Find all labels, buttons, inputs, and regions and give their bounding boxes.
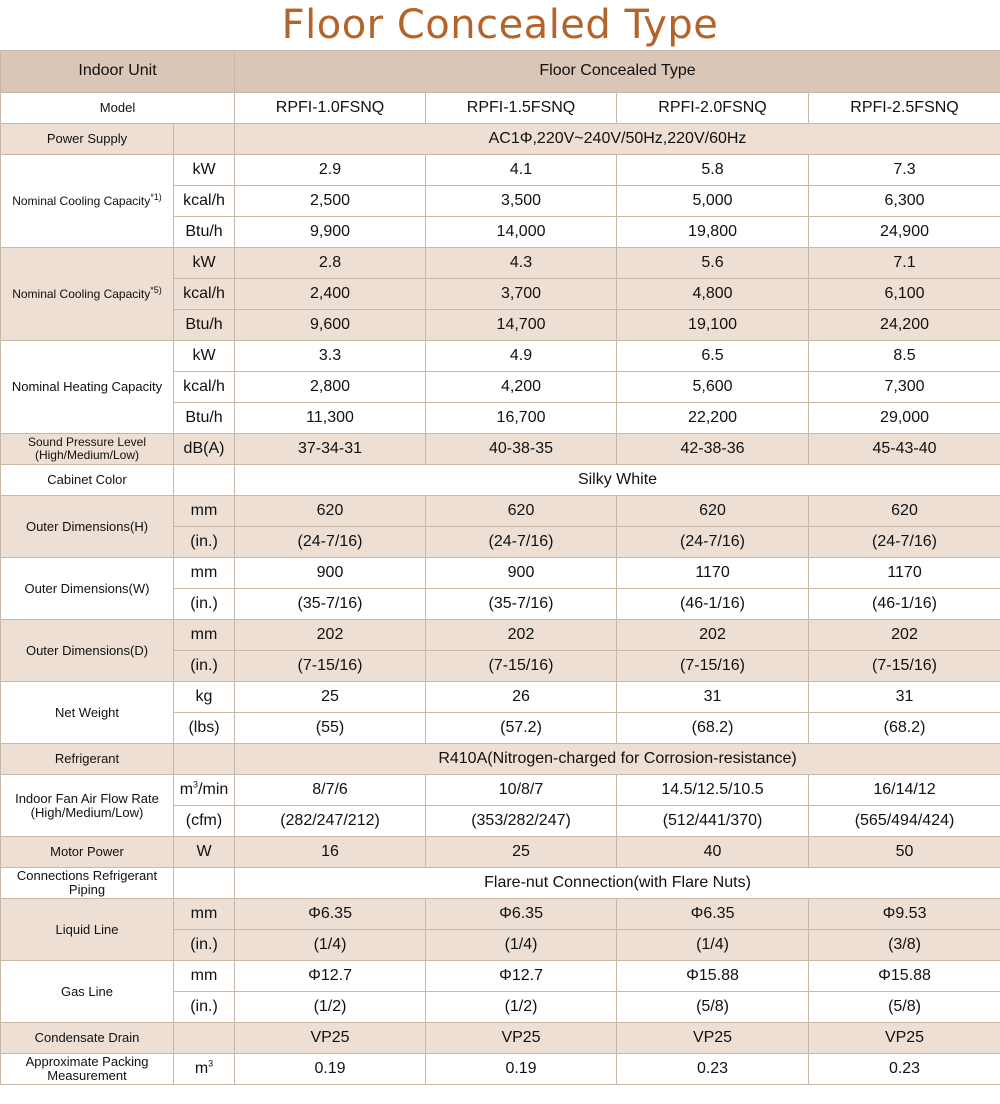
- value-cell: 8.5: [809, 341, 1000, 372]
- gas-row: [1, 961, 1000, 992]
- unit-cell: W: [174, 837, 235, 868]
- value-cell: 900: [235, 558, 426, 589]
- value-cell: 202: [235, 620, 426, 651]
- model-cell: RPFI-2.0FSNQ: [617, 93, 809, 124]
- value-cell: 25: [235, 682, 426, 713]
- value-cell: 202: [809, 620, 1000, 651]
- value-cell: (24-7/16): [235, 527, 426, 558]
- value-cell: 37-34-31: [235, 434, 426, 465]
- value-cell: Φ12.7: [235, 961, 426, 992]
- unit-cell: kcal/h: [174, 372, 235, 403]
- value-cell: 1170: [809, 558, 1000, 589]
- value-cell: (55): [235, 713, 426, 744]
- value-cell: 3,500: [426, 186, 617, 217]
- value-cell: (1/2): [426, 992, 617, 1023]
- value-cell: (3/8): [809, 930, 1000, 961]
- value-cell: VP25: [809, 1023, 1000, 1054]
- unit-cell: (in.): [174, 930, 235, 961]
- dim-h-label: Outer Dimensions(H): [1, 496, 174, 558]
- model-cell: RPFI-2.5FSNQ: [809, 93, 1000, 124]
- value-cell: 31: [617, 682, 809, 713]
- packing-label: Approximate Packing Measurement: [1, 1054, 174, 1085]
- value-cell: 16: [235, 837, 426, 868]
- value-cell: 2.9: [235, 155, 426, 186]
- value-cell: Φ9.53: [809, 899, 1000, 930]
- airflow-row: [1, 775, 1000, 806]
- value-cell: (68.2): [617, 713, 809, 744]
- unit-cell: Btu/h: [174, 217, 235, 248]
- value-cell: 1170: [617, 558, 809, 589]
- value-cell: 2,400: [235, 279, 426, 310]
- gas-label: Gas Line: [1, 961, 174, 1023]
- value-cell: 7.3: [809, 155, 1000, 186]
- condensate-label: Condensate Drain: [1, 1023, 174, 1054]
- value-cell: (7-15/16): [235, 651, 426, 682]
- connections-label: Connections Refrigerant Piping: [1, 868, 174, 899]
- unit-cell: dB(A): [174, 434, 235, 465]
- value-cell: 50: [809, 837, 1000, 868]
- value-cell: 4,200: [426, 372, 617, 403]
- heating-label: Nominal Heating Capacity: [1, 341, 174, 434]
- value-cell: (5/8): [809, 992, 1000, 1023]
- dim-d-label: Outer Dimensions(D): [1, 620, 174, 682]
- value-cell: (1/2): [235, 992, 426, 1023]
- value-cell: (565/494/424): [809, 806, 1000, 837]
- value-cell: (512/441/370): [617, 806, 809, 837]
- unit-cell: mm: [174, 496, 235, 527]
- value-cell: 14.5/12.5/10.5: [617, 775, 809, 806]
- unit-cell: Btu/h: [174, 403, 235, 434]
- value-cell: 10/8/7: [426, 775, 617, 806]
- value-cell: 5.6: [617, 248, 809, 279]
- value-cell: 4.3: [426, 248, 617, 279]
- unit-cell: Btu/h: [174, 310, 235, 341]
- value-cell: VP25: [617, 1023, 809, 1054]
- value-cell: 2,500: [235, 186, 426, 217]
- value-cell: (5/8): [617, 992, 809, 1023]
- value-cell: Φ6.35: [235, 899, 426, 930]
- value-cell: 42-38-36: [617, 434, 809, 465]
- value-cell: 6,300: [809, 186, 1000, 217]
- refrigerant-row: [1, 744, 1000, 775]
- cabinet-label: Cabinet Color: [1, 465, 174, 496]
- value-cell: 202: [426, 620, 617, 651]
- value-cell: 25: [426, 837, 617, 868]
- power-supply-value: AC1Φ,220V~240V/50Hz,220V/60Hz: [235, 124, 1000, 155]
- value-cell: (1/4): [426, 930, 617, 961]
- cooling1-row: [1, 155, 1000, 186]
- spec-table: [0, 50, 1000, 1085]
- unit-cell: mm: [174, 620, 235, 651]
- unit-cell: (lbs): [174, 713, 235, 744]
- cooling5-row: [1, 248, 1000, 279]
- unit-cell: [174, 465, 235, 496]
- unit-cell: [174, 124, 235, 155]
- value-cell: 0.19: [426, 1054, 617, 1085]
- value-cell: 19,800: [617, 217, 809, 248]
- value-cell: 6.5: [617, 341, 809, 372]
- liquid-label: Liquid Line: [1, 899, 174, 961]
- value-cell: 19,100: [617, 310, 809, 341]
- unit-cell: (in.): [174, 992, 235, 1023]
- sound-row: [1, 434, 1000, 465]
- value-cell: 8/7/6: [235, 775, 426, 806]
- header-indoor-unit: Indoor Unit: [1, 51, 235, 93]
- value-cell: 24,900: [809, 217, 1000, 248]
- value-cell: 2.8: [235, 248, 426, 279]
- heating-row: [1, 341, 1000, 372]
- unit-cell: mm: [174, 899, 235, 930]
- unit-cell: mm: [174, 558, 235, 589]
- value-cell: (7-15/16): [426, 651, 617, 682]
- value-cell: 4.1: [426, 155, 617, 186]
- value-cell: (1/4): [617, 930, 809, 961]
- value-cell: (68.2): [809, 713, 1000, 744]
- value-cell: (7-15/16): [617, 651, 809, 682]
- power-supply-row: [1, 124, 1000, 155]
- value-cell: (46-1/16): [617, 589, 809, 620]
- unit-cell: (in.): [174, 651, 235, 682]
- value-cell: 5,000: [617, 186, 809, 217]
- unit-cell: (in.): [174, 527, 235, 558]
- value-cell: 14,700: [426, 310, 617, 341]
- value-cell: (24-7/16): [809, 527, 1000, 558]
- motor-row: [1, 837, 1000, 868]
- unit-cell: (in.): [174, 589, 235, 620]
- unit-cell: kg: [174, 682, 235, 713]
- value-cell: 45-43-40: [809, 434, 1000, 465]
- value-cell: (24-7/16): [426, 527, 617, 558]
- cooling1-label: Nominal Cooling Capacity$^{*1)}$: [1, 155, 174, 248]
- value-cell: (57.2): [426, 713, 617, 744]
- value-cell: 3,700: [426, 279, 617, 310]
- value-cell: 620: [426, 496, 617, 527]
- value-cell: (7-15/16): [809, 651, 1000, 682]
- unit-cell: [174, 744, 235, 775]
- value-cell: 11,300: [235, 403, 426, 434]
- value-cell: 202: [617, 620, 809, 651]
- sound-label: Sound Pressure Level (High/Medium/Low): [1, 434, 174, 465]
- value-cell: 9,600: [235, 310, 426, 341]
- model-label: Model: [1, 93, 235, 124]
- page-title: Floor Concealed Type: [281, 2, 719, 48]
- unit-cell: kW: [174, 248, 235, 279]
- cabinet-row: [1, 465, 1000, 496]
- model-cell: RPFI-1.5FSNQ: [426, 93, 617, 124]
- packing-row: [1, 1054, 1000, 1085]
- header-type: Floor Concealed Type: [235, 51, 1000, 93]
- value-cell: VP25: [426, 1023, 617, 1054]
- cooling5-label: Nominal Cooling Capacity$^{*5)}$: [1, 248, 174, 341]
- unit-cell: kW: [174, 341, 235, 372]
- value-cell: 620: [235, 496, 426, 527]
- unit-cell: [174, 868, 235, 899]
- unit-cell: (cfm): [174, 806, 235, 837]
- value-cell: 31: [809, 682, 1000, 713]
- value-cell: 16,700: [426, 403, 617, 434]
- value-cell: (353/282/247): [426, 806, 617, 837]
- value-cell: 0.19: [235, 1054, 426, 1085]
- value-cell: 29,000: [809, 403, 1000, 434]
- value-cell: 620: [617, 496, 809, 527]
- value-cell: 0.23: [809, 1054, 1000, 1085]
- weight-label: Net Weight: [1, 682, 174, 744]
- value-cell: 5,600: [617, 372, 809, 403]
- unit-cell: kcal/h: [174, 186, 235, 217]
- value-cell: VP25: [235, 1023, 426, 1054]
- refrigerant-label: Refrigerant: [1, 744, 174, 775]
- unit-cell: $m^3/\min$: [174, 775, 235, 806]
- value-cell: 24,200: [809, 310, 1000, 341]
- value-cell: 5.8: [617, 155, 809, 186]
- value-cell: 2,800: [235, 372, 426, 403]
- unit-cell: kW: [174, 155, 235, 186]
- value-cell: 6,100: [809, 279, 1000, 310]
- value-cell: Φ12.7: [426, 961, 617, 992]
- value-cell: (24-7/16): [617, 527, 809, 558]
- connections-row: [1, 868, 1000, 899]
- value-cell: 22,200: [617, 403, 809, 434]
- value-cell: 3.3: [235, 341, 426, 372]
- dim-w-label: Outer Dimensions(W): [1, 558, 174, 620]
- value-cell: Φ15.88: [617, 961, 809, 992]
- value-cell: 9,900: [235, 217, 426, 248]
- header-row: [1, 51, 1000, 93]
- unit-cell: $m^3$: [174, 1054, 235, 1085]
- value-cell: 40: [617, 837, 809, 868]
- value-cell: 7,300: [809, 372, 1000, 403]
- model-cell: RPFI-1.0FSNQ: [235, 93, 426, 124]
- value-cell: 0.23: [617, 1054, 809, 1085]
- unit-cell: mm: [174, 961, 235, 992]
- motor-label: Motor Power: [1, 837, 174, 868]
- refrigerant-value: R410A(Nitrogen-charged for Corrosion-resistance): [235, 744, 1000, 775]
- value-cell: 900: [426, 558, 617, 589]
- value-cell: 14,000: [426, 217, 617, 248]
- condensate-row: [1, 1023, 1000, 1054]
- unit-cell: [174, 1023, 235, 1054]
- value-cell: 4,800: [617, 279, 809, 310]
- power-supply-label: Power Supply: [1, 124, 174, 155]
- weight-row: [1, 682, 1000, 713]
- value-cell: (1/4): [235, 930, 426, 961]
- value-cell: 7.1: [809, 248, 1000, 279]
- airflow-label: Indoor Fan Air Flow Rate (High/Medium/Low): [1, 775, 174, 837]
- model-row: [1, 93, 1000, 124]
- value-cell: (35-7/16): [426, 589, 617, 620]
- unit-cell: kcal/h: [174, 279, 235, 310]
- value-cell: 26: [426, 682, 617, 713]
- dim-w-row: [1, 558, 1000, 589]
- dim-d-row: [1, 620, 1000, 651]
- value-cell: Φ6.35: [617, 899, 809, 930]
- value-cell: (282/247/212): [235, 806, 426, 837]
- liquid-row: [1, 899, 1000, 930]
- value-cell: 16/14/12: [809, 775, 1000, 806]
- connections-value: Flare-nut Connection(with Flare Nuts): [235, 868, 1000, 899]
- value-cell: (35-7/16): [235, 589, 426, 620]
- dim-h-row: [1, 496, 1000, 527]
- value-cell: Φ15.88: [809, 961, 1000, 992]
- cabinet-value: Silky White: [235, 465, 1000, 496]
- value-cell: 4.9: [426, 341, 617, 372]
- value-cell: 620: [809, 496, 1000, 527]
- value-cell: 40-38-35: [426, 434, 617, 465]
- value-cell: (46-1/16): [809, 589, 1000, 620]
- value-cell: Φ6.35: [426, 899, 617, 930]
